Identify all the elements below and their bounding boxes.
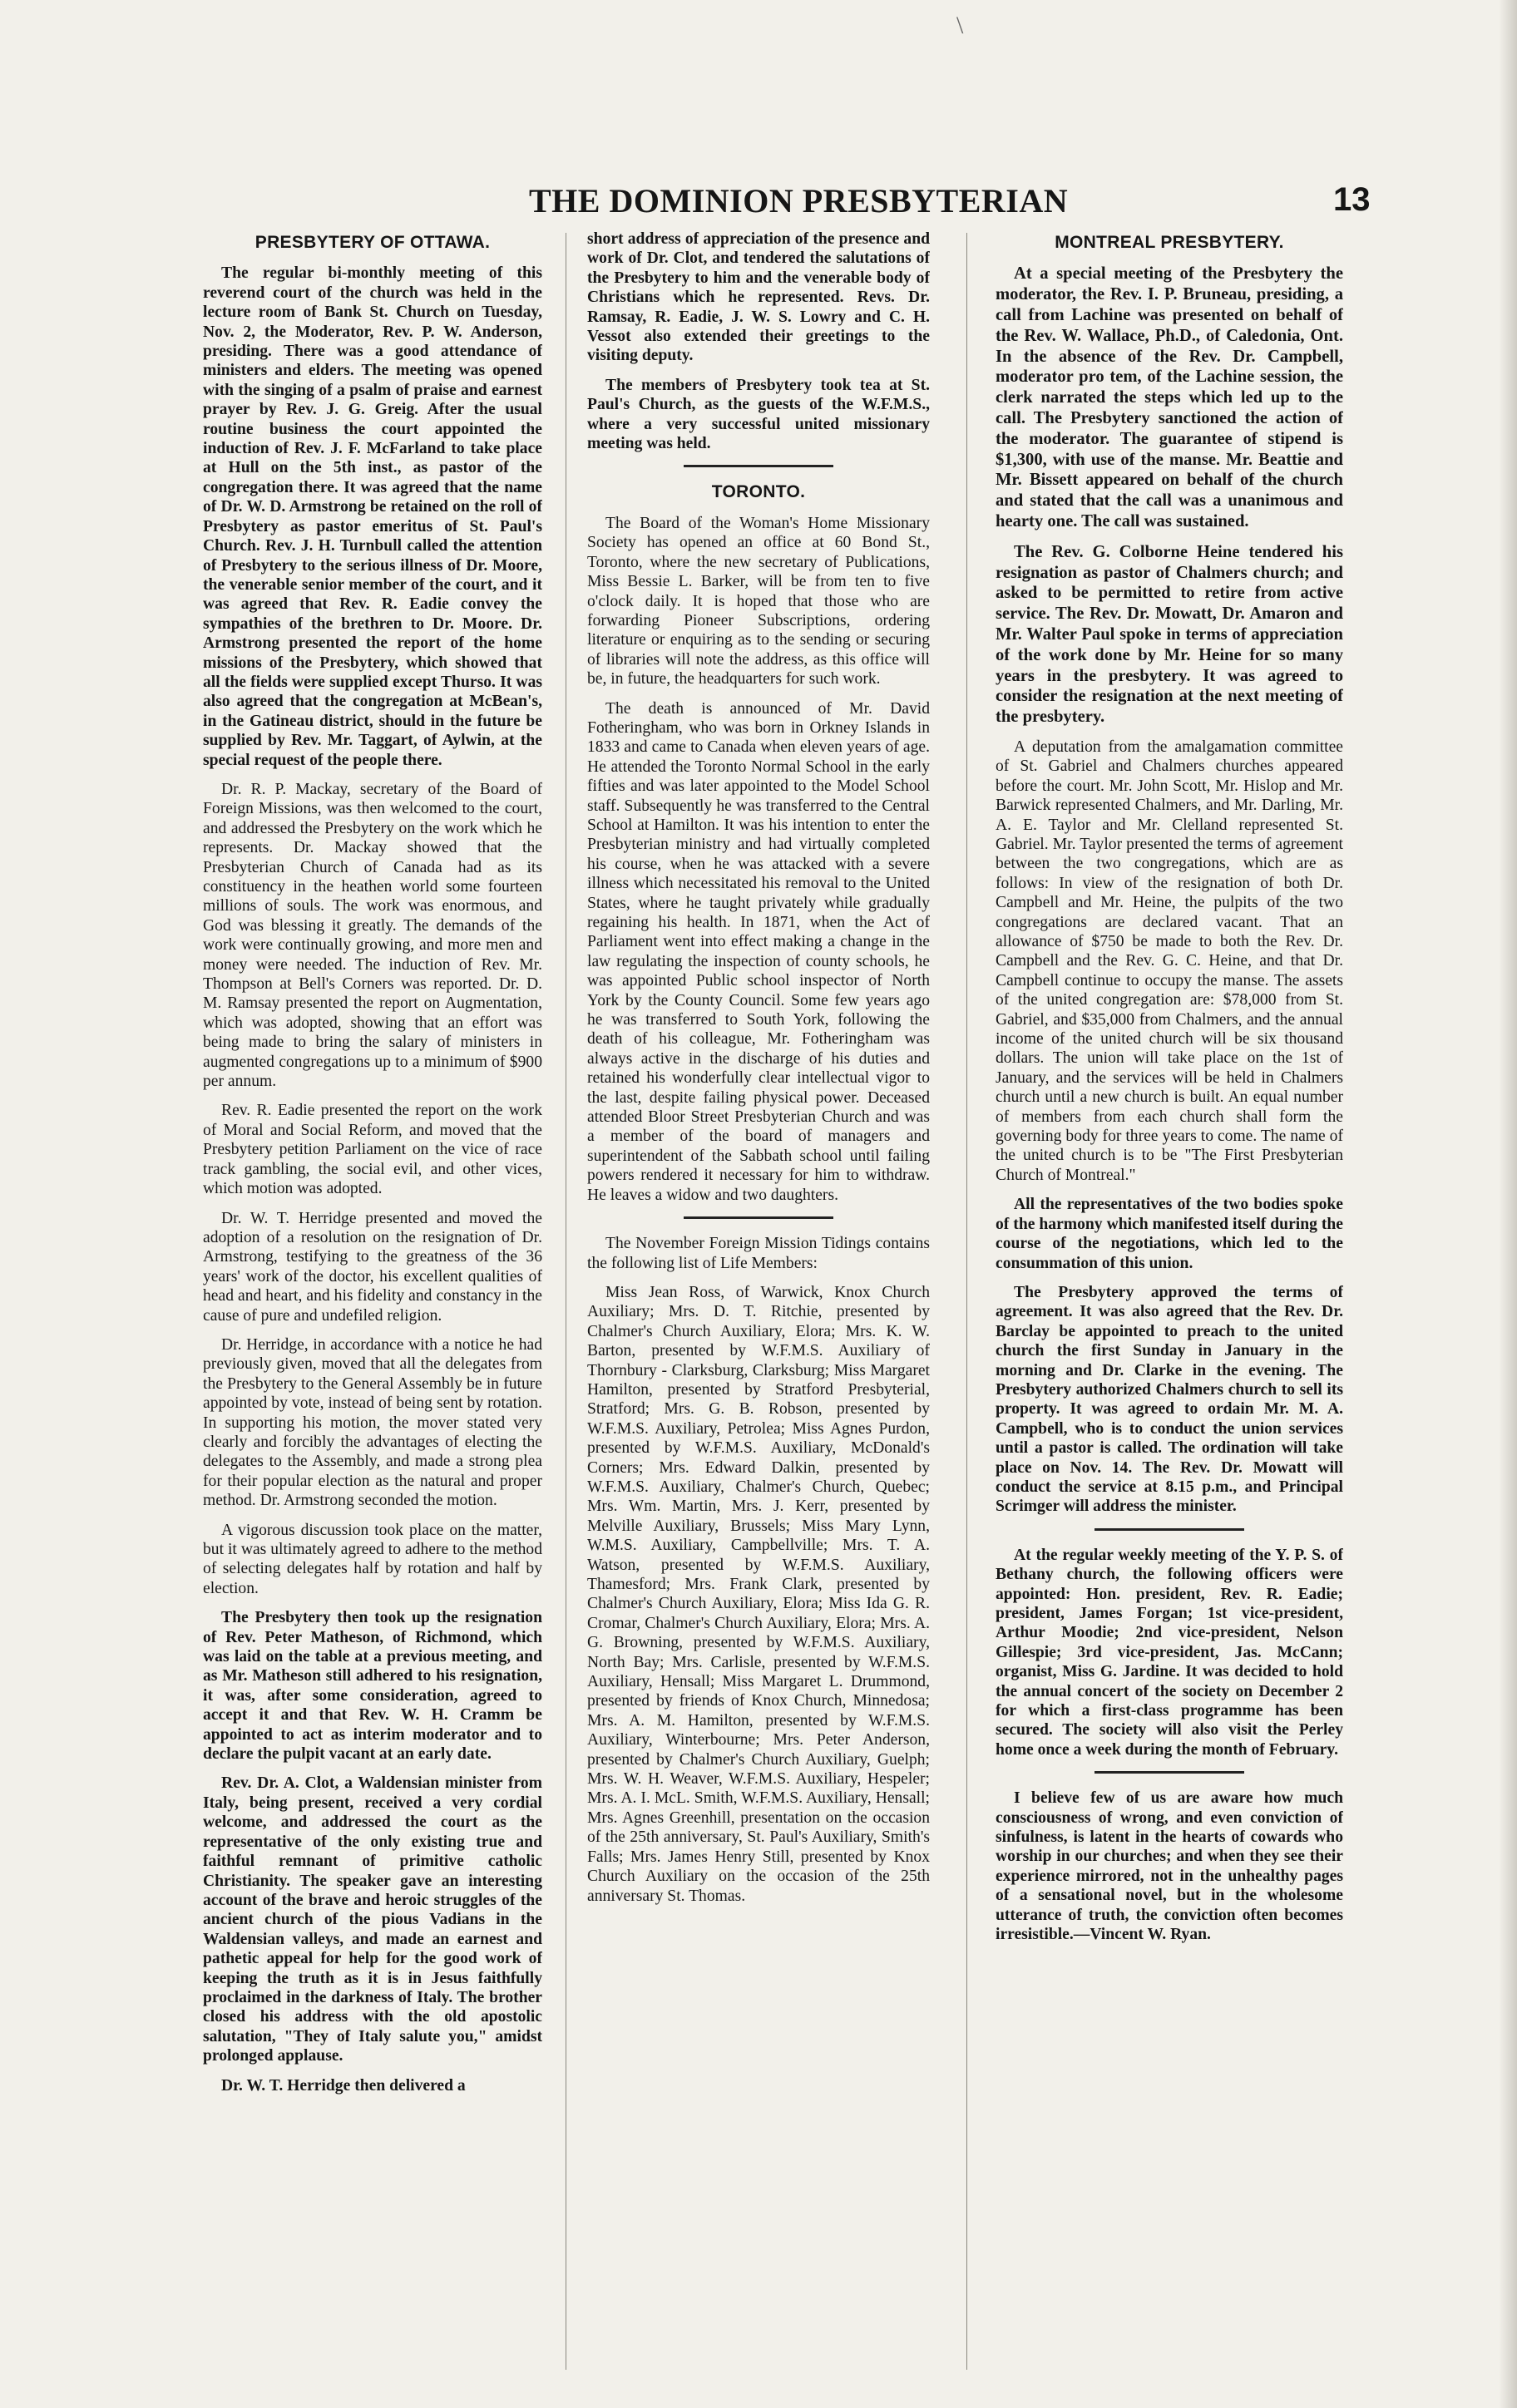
quotation-text: I believe few of us are aware how much consciousness of wrong, and even conviction of sinfulness, is latent in the hearts of cowards who worship in our churches; and when they see their experience mirrored, not in the unhealthy pages of a sensational novel, but in the wholesome utterance of truth, the conviction often becomes irresistible. (996, 1789, 1343, 1944)
article-paragraph: Dr. Herridge, in accordance with a notice he had previously given, moved that all the delegates from the Presbytery to the General Assembly be in future appointed by vote, instead of being sent by rotation. In supporting his motion, the mover stated very clearly and forcibly the advantages of electing the delegates to the Assembly, and made a strong plea for their popular election as the natural and proper method. Dr. Armstrong seconded the motion. (203, 1335, 542, 1510)
masthead-title: THE DOMINION PRESBYTERIAN (529, 182, 1069, 220)
article-paragraph: short address of appreciation of the presence and work of Dr. Clot, and tendered the salutations of the Presbytery to him and the venerable body of Christians which he represented. Revs. Dr. Ramsay, R. Eadie, J. W. S. Lowry and C. H. Vessot also extended their greetings to the visiting deputy. (587, 230, 930, 365)
article-paragraph: Rev. R. Eadie presented the report on the work of Moral and Social Reform, and moved that the Presbytery petition Parliament on the vice of race track gambling, the social evil, and other vices, which motion was adopted. (203, 1102, 542, 1198)
article-paragraph: The death is announced of Mr. David Fotheringham, who was born in Orkney Islands in 1833 and came to Canada when eleven years of age. He attended the Toronto Normal School in the early fifties and was later appointed to the Model School staff. Subsequently he was transferred to the Central School at Hamilton. It was his intention to enter the Presbyterian ministry and had virtually completed his course, when he was attacked with a severe illness which necessitated his removal to the United States, where he taught privately while gradually regaining his health. In 1871, when the Act of Parliament went into effect making a change in the law regulating the inspection of county schools, he was appointed Public school inspector of North York by the County Council. Some few years ago he was transferred to South York, following the death of his colleague, Mr. Fotheringham was always active in the discharge of his duties and retained his wonderfully clear intellectual vigor to the last, despite failing physical power. Deceased attended Bloor Street Presbyterian Church and was a member of the board of managers and superintendent of the Sabbath school until failing powers rendered it necessary for him to withdraw. He leaves a widow and two daughters. (587, 699, 930, 1204)
article-paragraph: At a special meeting of the Presbytery the moderator, the Rev. I. P. Bruneau, presiding, a call from Lachine was presented on behalf of the Rev. W. Wallace, Ph.D., of Caledonia, Ont. In the absence of the Rev. Dr. Campbell, moderator pro tem, of the Lachine session, the clerk narrated the steps which led up to the call. The Presbytery sanctioned the action of the moderator. The guarantee of stipend is $1,300, with use of the manse. Mr. Beattie and Mr. Bissett appeared on behalf of the church and stated that the call was a unanimous and hearty one. The call was sustained. (996, 264, 1343, 530)
quotation-paragraph (996, 1789, 1343, 1944)
page-number: 13 (1333, 181, 1371, 218)
article-paragraph: A deputation from the amalgamation committee of St. Gabriel and Chalmers churches appeared before the court. Mr. John Scott, Mr. Hislop and Mr. Barwick represented Chalmers, and Mr. Darling, Mr. A. E. Taylor and Mr. Clelland represented St. Gabriel. Mr. Taylor presented the terms of agreement between the two congregations, which are as follows: In view of the resignation of both Dr. Campbell and Mr. Heine, the pulpits of the two congregations are declared vacant. That an allowance of $750 be made to both the Rev. Dr. Campbell and the Rev. G. C. Heine, and that Dr. Campbell continue to occupy the manse. The assets of the united congregation are: $78,000 from St. Gabriel, and $35,000 from Chalmers, and the annual income of the united church will be six thousand dollars. The union will take place on the 1st of January, and the services will be held in Chalmers church until a new church is built. An equal number of members from each church shall form the governing body for three years to come. The name of the united church is to be "The First Presbyterian Church of Montreal." (996, 738, 1343, 1184)
life-members-list: Miss Jean Ross, of Warwick, Knox Church Auxiliary; Mrs. D. T. Ritchie, presented by Chalmer's Church Auxiliary, Elora; Mrs. K. W. Barton, presented by W.F.M.S. Auxiliary of Thornbury - Clarksburg, Clarksburg; Miss Margaret Hamilton, presented by Stratford Presbyterial, Stratford; Mrs. G. B. Robson, presented by W.F.M.S. Auxiliary, Petrolea; Miss Agnes Purdon, presented by W.F.M.S. Auxiliary, McDonald's Corners; Mrs. Edward Dalkin, presented by W.F.M.S. Auxiliary, Chalmer's Church, Quebec; Mrs. Wm. Martin, Mrs. J. Kerr, presented by Melville Auxiliary, Brussels; Miss Mary Lynn, W.M.S. Auxiliary, Campbellville; Mrs. T. A. Watson, presented by W.F.M.S. Auxiliary, Thamesford; Mrs. Frank Clark, presented by Chalmer's Church Auxiliary, Elora; Miss Ida G. R. Cromar, Chalmer's Church Auxiliary, Elora; Mrs. A. G. Browning, presented by W.F.M.S. Auxiliary, North Bay; Mrs. Carlisle, presented by W.F.M.S. Auxiliary, Hensall; Miss Margaret L. Drummond, presented by friends of Knox Church, Minnedosa; Mrs. A. M. Hamilton, presented by W.F.M.S. Auxiliary, Winterbourne; Mrs. Peter Anderson, presented by Chalmer's Church Auxiliary, Guelph; Mrs. W. H. Weaver, W.F.M.S. Auxiliary, Hespeler; Mrs. A. I. McL. Smith, W.F.M.S. Auxiliary, Hensall; Mrs. Agnes Greenhill, presentation on the occasion of the 25th anniversary, St. Paul's Auxiliary, Smith's Falls; Mrs. James Henry Still, presented by Knox Church Auxiliary on the occasion of the 25th anniversary St. Thomas. (587, 1283, 930, 1905)
article-paragraph: Rev. Dr. A. Clot, a Waldensian minister from Italy, being present, received a very cordial welcome, and addressed the court as the representative of the only existing true and faithful remnant of primitive catholic Christianity. The speaker gave an interesting account of the brave and heroic struggles of the ancient church of the pious Vadians in the Waldensian valleys, and made an earnest and pathetic appeal for help for the good work of keeping the truth as it is in Jesus faithfully proclaimed in the darkness of Italy. The brother closed his address with the old apostolic salutation, "They of Italy salute you," amidst prolonged applause. (203, 1774, 542, 2065)
article-paragraph: The Rev. G. Colborne Heine tendered his resignation as pastor of Chalmers church; and asked to be permitted to retire from active service. The Rev. Dr. Mowatt, Dr. Amaron and Mr. Walter Paul spoke in terms of appreciation of the work done by Mr. Heine for so many years in the presbytery. It was agreed to consider the resignation at the next meeting of the presbytery. (996, 542, 1343, 727)
section-divider (1095, 1771, 1244, 1774)
corner-mark: \ (956, 12, 964, 39)
quotation-signature: —Vincent W. Ryan. (1073, 1926, 1211, 1944)
article-paragraph: Dr. W. T. Herridge presented and moved the adoption of a resolution on the resignation of Dr. Armstrong, testifying to the greatness of the 36 years' work of the doctor, his excellent qualities of head and heart, and his fidelity and constancy in the cause of pure and undefiled religion. (203, 1209, 542, 1325)
article-paragraph: The regular bi-monthly meeting of this reverend court of the church was held in the lecture room of Bank St. Church on Tuesday, Nov. 2, the Moderator, Rev. P. W. Anderson, presiding. There was a good attendance of ministers and elders. The meeting was opened with the singing of a psalm of praise and earnest prayer by Rev. J. G. Greig. After the usual routine business the court appointed the induction of Rev. J. F. McFarland to take place at Hull on the 5th inst., as pastor of the congregation there. It was agreed that the name of Dr. W. D. Armstrong be retained on the roll of Presbytery as pastor emeritus of St. Paul's Church. Rev. J. H. Turnbull called the attention of Presbytery to the serious illness of Dr. Moore, the venerable senior member of the court, and it was agreed that Rev. R. Eadie convey the sympathies of the brethren to Dr. Moore. Dr. Armstrong presented the report of the home missions of the Presbytery, which showed that all the fields were supplied except Thurso. It was also agreed that the congregation at McBean's, in the Gatineau district, should in the future be supplied by Rev. Mr. Taggart, of Aylwin, at the special request of the people there. (203, 264, 542, 769)
article-paragraph: Dr. R. P. Mackay, secretary of the Board of Foreign Missions, was then welcomed to the court, and addressed the Presbytery on the work which he represents. Dr. Mackay showed that the Presbyterian Church of Canada had as its constituency in the heathen world some fourteen millions of souls. The work was enormous, and God was blessing it greatly. The demands of the work were continually growing, and more men and money were needed. The induction of Rev. Mr. Thompson at Bell's Corners was reported. Dr. D. M. Ramsay presented the report on Augmentation, which was adopted, showing that an effort was being made to bring the salary of ministers in augmented congregations up to a minimum of $900 per annum. (203, 780, 542, 1091)
column-3 (996, 229, 1343, 2375)
masthead (0, 181, 1517, 226)
article-paragraph: The Presbytery then took up the resignation of Rev. Peter Matheson, of Richmond, which was laid on the table at a previous meeting, and as Mr. Matheson still adhered to his resignation, it was, after some consideration, agreed to accept it and that Rev. W. H. Cramm be appointed to act as interim moderator and to declare the pulpit vacant at an early date. (203, 1609, 542, 1764)
article-paragraph: The November Foreign Mission Tidings contains the following list of Life Members: (587, 1235, 930, 1272)
article-paragraph: The Board of the Woman's Home Missionary Society has opened an office at 60 Bond St., Toronto, where the new secretary of Publications, Miss Bessie L. Barker, will be from ten to five o'clock daily. It is hoped that those who are forwarding Pioneer Subscriptions, ordering literature or enquiring as to the sending or securing of libraries will note the address, as this office will be, in future, the headquarters for such work. (587, 514, 930, 688)
section-divider (684, 465, 833, 467)
article-paragraph: A vigorous discussion took place on the matter, but it was ultimately agreed to adhere to the method of selecting delegates half by rotation and half by election. (203, 1521, 542, 1597)
article-paragraph: At the regular weekly meeting of the Y. P. S. of Bethany church, the following officers were appointed: Hon. president, Rev. R. Eadie; president, James Forgan; 1st vice-president, Arthur Moodie; 2nd vice-president, Nelson Gillespie; 3rd vice-president, Jas. McCann; organist, Miss G. Jardine. It was decided to hold the annual concert of the society on December 2 for which a first-class programme has been secured. The society will also visit the Perley home once a week during the month of February. (996, 1546, 1343, 1759)
section-divider (684, 1216, 833, 1219)
article-heading-montreal: MONTREAL PRESBYTERY. (1055, 233, 1284, 252)
article-paragraph: The Presbytery approved the terms of agreement. It was also agreed that the Rev. Dr. Barclay be appointed to preach to the united church the first Sunday in January in the morning and Dr. Clarke in the evening. The Presbytery authorized Chalmers church to sell its property. It was agreed to ordain Mr. M. A. Campbell, who is to conduct the union services until a pastor is called. The ordination will take place on Nov. 14. The Rev. Dr. Mowatt will conduct the service at 8.15 p.m., and Principal Scrimger will address the minister. (996, 1283, 1343, 1516)
article-paragraph: The members of Presbytery took tea at St. Paul's Church, as the guests of the W.F.M.S., where a very successful united missionary meeting was held. (587, 376, 930, 453)
column-1 (203, 229, 542, 2375)
page-edge-shadow (1499, 0, 1517, 2408)
article-heading-toronto: TORONTO. (711, 482, 806, 502)
section-divider (1095, 1528, 1244, 1531)
article-paragraph: All the representatives of the two bodies spoke of the harmony which manifested itself during the course of the negotiations, which led to the consummation of this union. (996, 1196, 1343, 1272)
article-paragraph: Dr. W. T. Herridge then delivered a (221, 2076, 466, 2095)
article-heading-ottawa: PRESBYTERY OF OTTAWA. (254, 233, 491, 252)
column-2 (587, 229, 930, 2375)
column-rule-2 (966, 233, 967, 2370)
